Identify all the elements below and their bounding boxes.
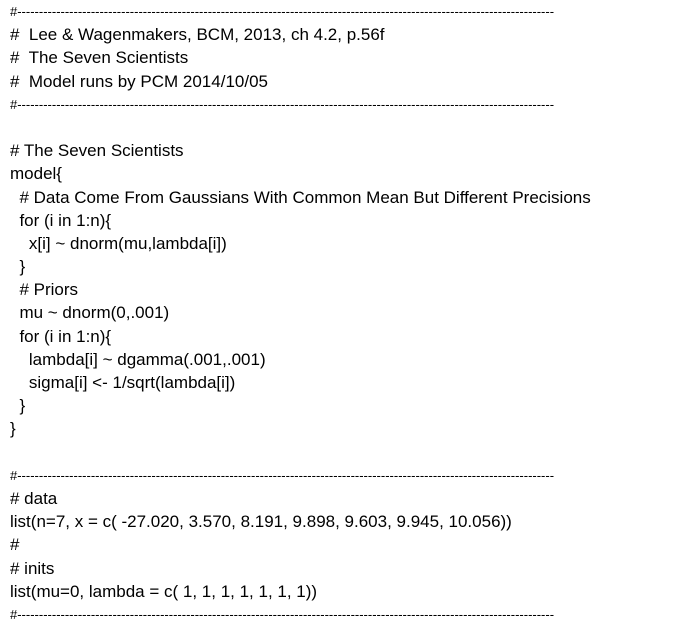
data-list: list(n=7, x = c( -27.020, 3.570, 8.191, 9.898, 9.603, 9.945, 10.056)) <box>10 512 512 532</box>
priors-comment: # Priors <box>10 280 79 300</box>
blank-line <box>10 441 675 464</box>
for-loop-close: } <box>10 396 26 416</box>
data-comment: # Data Come From Gaussians With Common Mean But Different Precisions <box>10 187 591 207</box>
model-open: model{ <box>10 164 62 184</box>
inits-list: list(mu=0, lambda = c( 1, 1, 1, 1, 1, 1, 1)) <box>10 581 318 601</box>
header-comment-author: # Model runs by PCM 2014/10/05 <box>10 71 268 91</box>
for-loop-open: for (i in 1:n){ <box>10 326 112 346</box>
code-listing <box>10 0 675 626</box>
lambda-prior-statement: lambda[i] ~ dgamma(.001,.001) <box>10 349 266 369</box>
mu-prior-statement: mu ~ dnorm(0,.001) <box>10 303 170 323</box>
data-section-comment: # data <box>10 488 58 508</box>
separator-line: #---------------------------------------------------------------------------------------------------------------------------- <box>10 96 555 112</box>
separator-line: #---------------------------------------------------------------------------------------------------------------------------- <box>10 606 555 622</box>
inits-section-comment: # inits <box>10 558 55 578</box>
separator-line: #---------------------------------------------------------------------------------------------------------------------------- <box>10 4 555 19</box>
separator-line: #---------------------------------------------------------------------------------------------------------------------------- <box>10 467 555 483</box>
header-comment-reference: # Lee & Wagenmakers, BCM, 2013, ch 4.2, p.56f <box>10 25 385 45</box>
hash-line: # <box>10 535 20 555</box>
likelihood-statement: x[i] ~ dnorm(mu,lambda[i]) <box>10 233 227 253</box>
for-loop-open: for (i in 1:n){ <box>10 210 112 230</box>
blank-line <box>10 116 675 139</box>
header-comment-title: # The Seven Scientists <box>10 48 189 68</box>
model-close: } <box>10 419 16 439</box>
model-comment: # The Seven Scientists <box>10 141 184 161</box>
for-loop-close: } <box>10 257 26 277</box>
sigma-statement: sigma[i] <- 1/sqrt(lambda[i]) <box>10 373 236 392</box>
